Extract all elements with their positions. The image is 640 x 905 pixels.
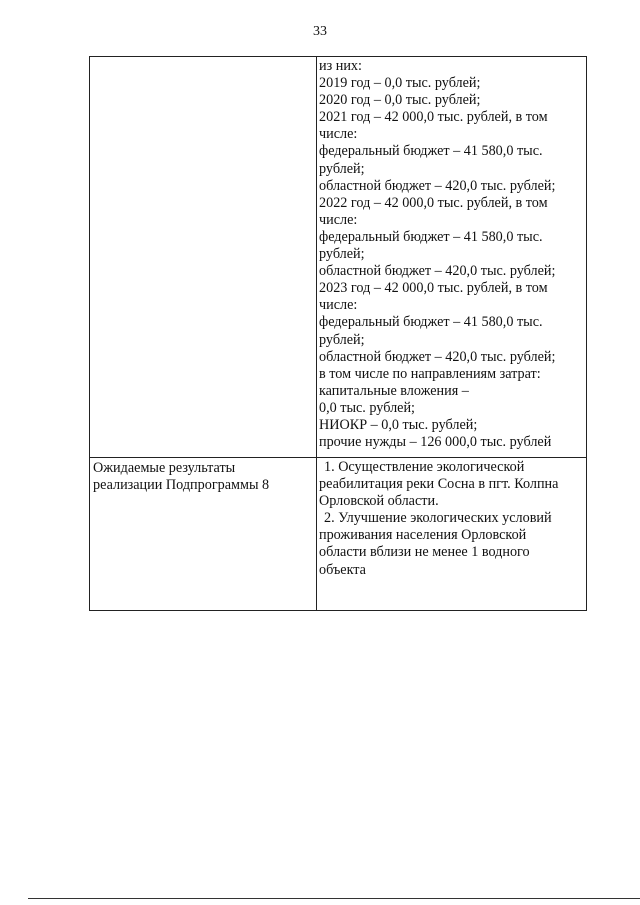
result-item-1: реабилитация реки Сосна в пгт. Колпна [319,476,559,493]
funding-line: федеральный бюджет – 41 580,0 тыс. [319,314,543,331]
funding-line: 2022 год – 42 000,0 тыс. рублей, в том [319,194,548,211]
funding-line: капитальные вложения – [319,382,469,399]
result-item-2: области вблизи не менее 1 водного [319,544,530,561]
result-item-2: проживания населения Орловской [319,527,527,544]
funding-line: областной бюджет – 420,0 тыс. рублей; [319,177,556,194]
funding-line: 0,0 тыс. рублей; [319,399,415,416]
funding-line: из них: [319,58,362,74]
expected-results-label: реализации Подпрограммы 8 [93,477,270,494]
funding-line: 2021 год – 42 000,0 тыс. рублей, в том [319,109,548,126]
funding-line: числе: [319,297,358,314]
funding-line: 2023 год – 42 000,0 тыс. рублей, в том [319,280,548,297]
funding-line: рублей; [319,160,365,177]
expected-results-label: Ожидаемые результаты [93,460,236,476]
bottom-rule [28,898,640,899]
page-number: 33 [313,24,327,39]
result-item-1: 1. Осуществление экологической [324,459,525,475]
result-item-1: Орловской области. [319,493,439,510]
expected-results-cell [317,458,587,611]
funding-line: прочие нужды – 126 000,0 тыс. рублей [319,434,552,451]
expected-results-label-cell [90,458,317,611]
funding-line: федеральный бюджет – 41 580,0 тыс. [319,143,543,160]
funding-label-cell [90,57,317,458]
funding-line: числе: [319,126,358,143]
funding-line: 2019 год – 0,0 тыс. рублей; [319,75,481,92]
funding-line: областной бюджет – 420,0 тыс. рублей; [319,263,556,280]
funding-line: в том числе по направлениям затрат: [319,365,541,382]
result-item-2: объекта [319,561,366,578]
subprogram-passport-table [89,56,587,611]
expected-results-row [90,458,587,611]
funding-details-cell [317,57,587,458]
funding-line: рублей; [319,246,365,263]
funding-line: 2020 год – 0,0 тыс. рублей; [319,92,481,109]
funding-row [90,57,587,458]
funding-line: рублей; [319,331,365,348]
result-item-2: 2. Улучшение экологических условий [324,510,552,527]
funding-line: НИОКР – 0,0 тыс. рублей; [319,416,478,433]
funding-line: федеральный бюджет – 41 580,0 тыс. [319,228,543,245]
funding-line: числе: [319,211,358,228]
funding-line: областной бюджет – 420,0 тыс. рублей; [319,348,556,365]
